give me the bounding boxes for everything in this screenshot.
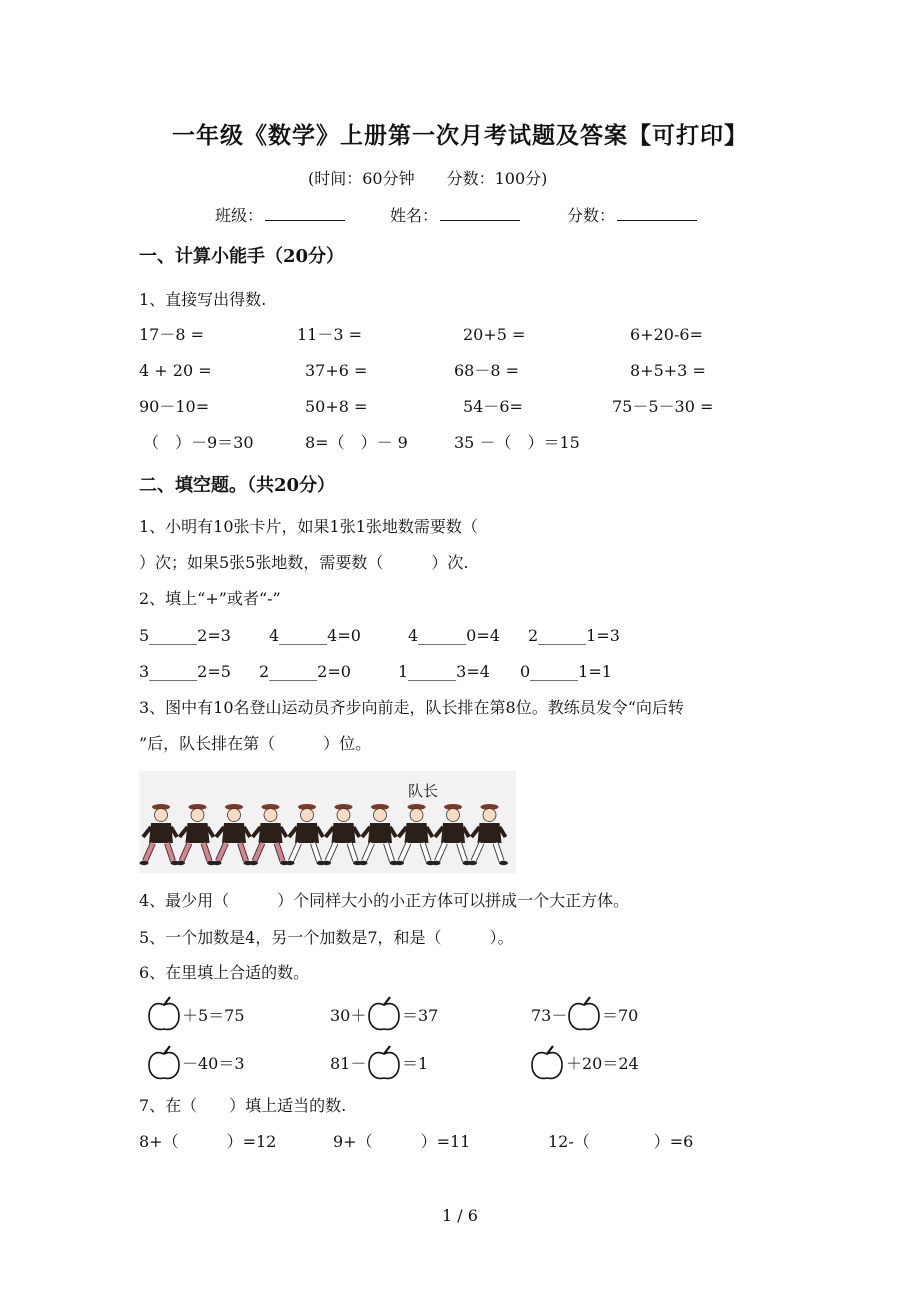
calc-r2c1: 4 + 20 = — [139, 361, 212, 380]
apple-icon — [567, 996, 601, 1032]
climber-figure — [432, 804, 472, 865]
sign-r1c4: 2______1=3 — [528, 626, 620, 645]
q6-r1-a: ＋5＝75 — [182, 1006, 245, 1025]
score-field — [567, 206, 697, 224]
name-field — [390, 206, 520, 224]
climber-figure — [249, 804, 289, 865]
page-number: 1 / 6 — [442, 1206, 478, 1225]
section2-q1-line2: ）次；如果5张5张地数，需要数（ ）次. — [139, 553, 469, 572]
climber-figure — [359, 804, 399, 865]
climber-figure — [140, 804, 180, 865]
sign-r2c4: 0______1=1 — [520, 662, 612, 681]
q6-r2-c: ＝1 — [402, 1054, 429, 1073]
calc-r1c4: 6+20-6= — [630, 325, 703, 344]
climber-figure — [322, 804, 362, 865]
name-blank — [440, 206, 520, 221]
section1-heading: 一、计算小能手（20分） — [139, 246, 345, 267]
class-blank — [265, 206, 345, 221]
calc-r4c1: （ ）－9＝30 — [143, 433, 254, 452]
apple-icon — [530, 1045, 564, 1081]
section2-q1-line1: 1、小明有10张卡片，如果1张1张地数需要数（ — [139, 517, 478, 536]
calc-r3c3: 54－6= — [463, 397, 523, 416]
sign-r1c2: 4______4=0 — [269, 626, 361, 645]
leader-label: 队长 — [408, 782, 439, 800]
q7-c3: 12-（ ）=6 — [548, 1132, 694, 1151]
climber-figure — [395, 804, 435, 865]
section2-q6: 6、在里填上合适的数。 — [139, 963, 310, 982]
q6-r1-e: ＝70 — [602, 1006, 639, 1025]
subtitle: (时间：60分钟 分数：100分) — [308, 169, 548, 188]
apple-icon — [367, 1045, 401, 1081]
climber-figure — [468, 804, 508, 865]
page-title: 一年级《数学》上册第一次月考试题及答案【可打印】 — [172, 122, 748, 149]
climber-figure — [176, 804, 216, 865]
q7-c2: 9+（ ）=11 — [333, 1132, 471, 1151]
sign-r2c2: 2______2=0 — [259, 662, 351, 681]
class-label: 班级： — [215, 206, 264, 225]
sign-r1c1: 5______2=3 — [139, 626, 231, 645]
calc-r1c2: 11－3 = — [297, 325, 363, 344]
q7-c1: 8+（ ）=12 — [139, 1132, 277, 1151]
apple-icon — [147, 1045, 181, 1081]
calc-r1c3: 20+5 = — [463, 325, 526, 344]
calc-r2c3: 68－8 = — [454, 361, 520, 380]
score-label: 分数： — [567, 206, 616, 225]
section2-q4: 4、最少用（ ）个同样大小的小正方体可以拼成一个大正方体。 — [139, 891, 630, 910]
sign-r2c1: 3______2=5 — [139, 662, 231, 681]
q6-r2-a: －40＝3 — [182, 1054, 245, 1073]
q6-r2-d: ＋20＝24 — [566, 1054, 639, 1073]
climbers-figure — [139, 771, 516, 873]
q6-r2-b: 81－ — [330, 1054, 367, 1073]
calc-r3c1: 90－10= — [139, 397, 210, 416]
calc-r2c4: 8+5+3 = — [630, 361, 706, 380]
section2-q3-line1: 3、图中有10名登山运动员齐步向前走，队长排在第8位。教练员发令“向后转 — [139, 698, 684, 717]
score-blank — [617, 206, 697, 221]
section2-q7: 7、在（ ）填上适当的数. — [139, 1096, 347, 1115]
calc-r3c2: 50+8 = — [305, 397, 368, 416]
climbers-illustration — [139, 771, 516, 873]
q6-r1-d: 73－ — [531, 1006, 568, 1025]
climber-figure — [286, 804, 326, 865]
q6-r1-c: ＝37 — [402, 1006, 439, 1025]
section2-q3-line2: ”后，队长排在第（ ）位。 — [139, 734, 372, 753]
section1-q1: 1、直接写出得数. — [139, 290, 267, 309]
sign-r2c3: 1______3=4 — [398, 662, 490, 681]
calc-r2c2: 37+6 = — [305, 361, 368, 380]
section2-heading: 二、填空题。（共20分） — [139, 475, 336, 496]
calc-r4c2: 8=（ ）－ 9 — [305, 433, 408, 452]
section2-q2: 2、填上“+”或者“-” — [139, 589, 281, 608]
sign-r1c3: 4______0=4 — [408, 626, 500, 645]
climber-figure — [213, 804, 253, 865]
apple-icon — [147, 996, 181, 1032]
apple-icon — [367, 996, 401, 1032]
name-label: 姓名： — [390, 206, 439, 225]
calc-r4c3: 35 －（ ）＝15 — [454, 433, 580, 452]
section2-q5: 5、一个加数是4，另一个加数是7，和是（ ）。 — [139, 928, 514, 947]
calc-r1c1: 17－8 = — [139, 325, 205, 344]
class-field — [215, 206, 345, 224]
q6-r1-b: 30＋ — [330, 1006, 367, 1025]
calc-r3c4: 75－5－30 = — [612, 397, 714, 416]
